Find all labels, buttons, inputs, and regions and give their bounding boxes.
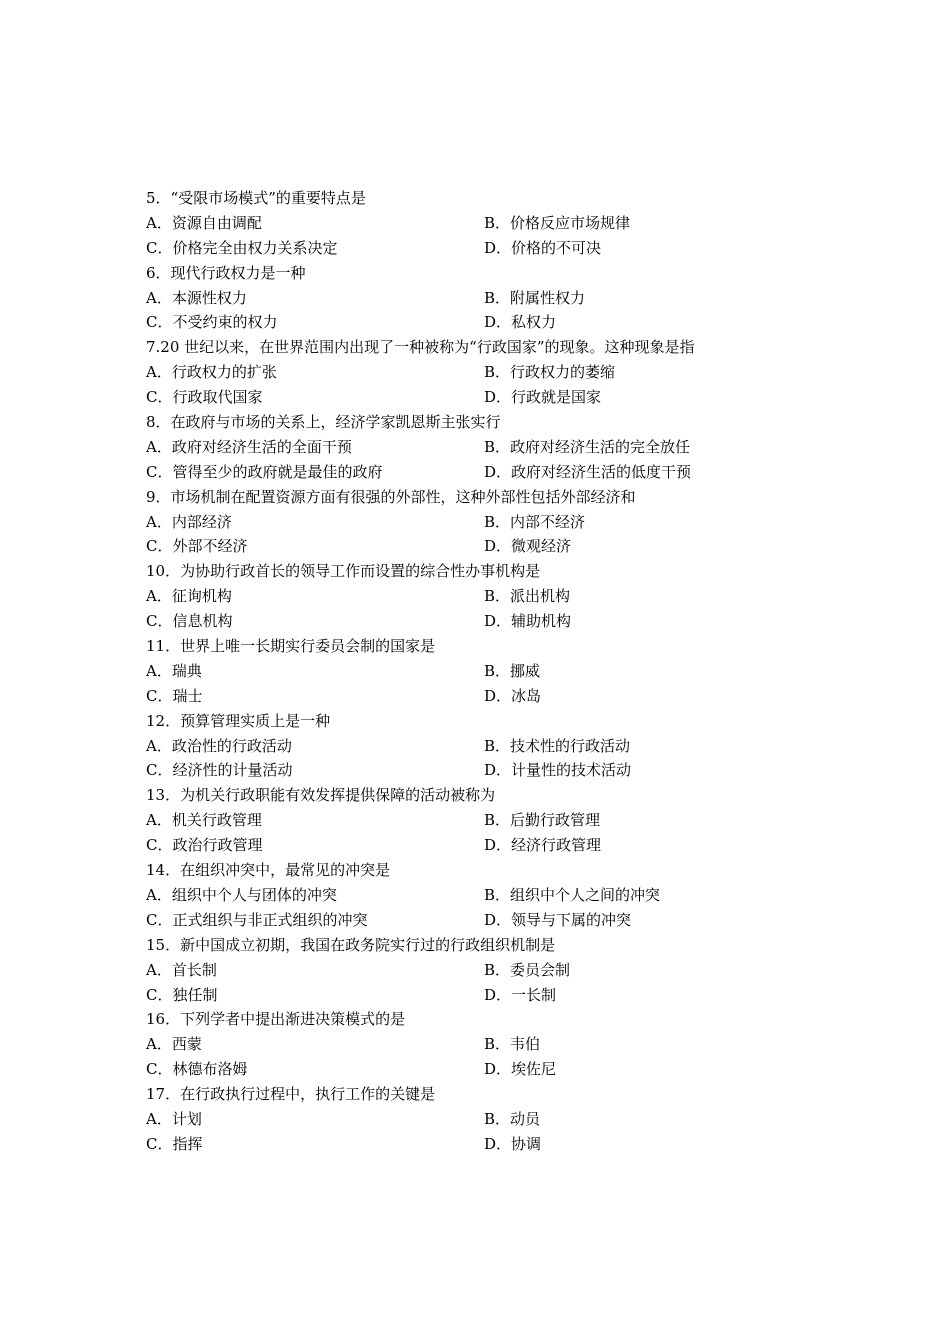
question-stem: 14．在组织冲突中，最常见的冲突是 (146, 861, 391, 880)
option-a: A．组织中个人与团体的冲突 (146, 885, 337, 904)
option-row (146, 1132, 786, 1157)
option-d: D．政府对经济生活的低度干预 (484, 462, 692, 481)
option-d: D．一长制 (484, 985, 557, 1004)
option-row (146, 958, 786, 983)
option-c: C．林德布洛姆 (146, 1060, 248, 1079)
option-a: A．行政权力的扩张 (146, 363, 277, 382)
option-row (146, 435, 786, 460)
option-d: D．微观经济 (484, 537, 572, 556)
option-b: B．派出机构 (484, 587, 571, 606)
option-a: A．资源自由调配 (146, 213, 262, 232)
option-a: A．政治性的行政活动 (146, 736, 292, 755)
option-c: C．外部不经济 (146, 537, 248, 556)
question-stem: 13．为机关行政职能有效发挥提供保障的活动被称为 (146, 786, 496, 805)
question-stem: 5．“受限市场模式”的重要特点是 (146, 189, 366, 207)
option-row (146, 360, 786, 385)
option-row (146, 983, 786, 1008)
option-row (146, 310, 786, 335)
option-a: A．征询机构 (146, 587, 232, 606)
option-row (146, 758, 786, 783)
option-c: C．瑞士 (146, 686, 203, 705)
option-b: B．价格反应市场规律 (484, 213, 631, 232)
option-row (146, 659, 786, 684)
option-c: C．不受约束的权力 (146, 313, 278, 332)
question-stem: 6．现代行政权力是一种 (146, 263, 306, 282)
option-d: D．协调 (484, 1134, 542, 1153)
question-stem: 16．下列学者中提出渐进决策模式的是 (146, 1010, 406, 1029)
option-row (146, 684, 786, 709)
option-c: C．经济性的计量活动 (146, 761, 293, 780)
option-b: B．动员 (484, 1109, 541, 1128)
option-row (146, 833, 786, 858)
option-a: A．首长制 (146, 960, 217, 979)
exam-page (146, 186, 786, 1157)
option-d: D．埃佐尼 (484, 1060, 557, 1079)
option-row (146, 385, 786, 410)
option-row (146, 883, 786, 908)
option-row (146, 908, 786, 933)
option-d: D．私权力 (484, 313, 557, 332)
option-a: A．机关行政管理 (146, 811, 262, 830)
option-d: D．经济行政管理 (484, 836, 602, 855)
option-d: D．计量性的技术活动 (484, 761, 632, 780)
option-row (146, 734, 786, 759)
option-row (146, 808, 786, 833)
option-c: C．信息机构 (146, 612, 233, 631)
option-row (146, 1057, 786, 1082)
option-c: C．管得至少的政府就是最佳的政府 (146, 462, 383, 481)
option-row (146, 510, 786, 535)
option-d: D．行政就是国家 (484, 388, 602, 407)
option-b: B．内部不经济 (484, 512, 586, 531)
option-a: A．计划 (146, 1109, 202, 1128)
option-row (146, 286, 786, 311)
option-b: B．后勤行政管理 (484, 811, 601, 830)
option-b: B．组织中个人之间的冲突 (484, 885, 661, 904)
option-a: A．西蒙 (146, 1035, 202, 1054)
option-row (146, 211, 786, 236)
option-b: B．技术性的行政活动 (484, 736, 631, 755)
option-b: B．行政权力的萎缩 (484, 363, 616, 382)
option-d: D．领导与下属的冲突 (484, 910, 632, 929)
option-b: B．韦伯 (484, 1035, 541, 1054)
option-b: B．挪威 (484, 661, 541, 680)
option-d: D．价格的不可决 (484, 238, 602, 257)
question-stem: 9．市场机制在配置资源方面有很强的外部性，这种外部性包括外部经济和 (146, 487, 636, 506)
option-row (146, 584, 786, 609)
option-a: A．内部经济 (146, 512, 232, 531)
option-row (146, 609, 786, 634)
option-b: B．政府对经济生活的完全放任 (484, 437, 691, 456)
option-a: A．瑞典 (146, 661, 202, 680)
option-c: C．价格完全由权力关系决定 (146, 238, 338, 257)
option-row (146, 460, 786, 485)
question-stem: 11．世界上唯一长期实行委员会制的国家是 (146, 637, 436, 656)
option-d: D．冰岛 (484, 686, 542, 705)
option-row (146, 236, 786, 261)
option-row (146, 1032, 786, 1057)
question-stem: 17．在行政执行过程中，执行工作的关键是 (146, 1085, 436, 1104)
question-stem: 12．预算管理实质上是一种 (146, 711, 331, 730)
option-d: D．辅助机构 (484, 612, 572, 631)
option-b: B．附属性权力 (484, 288, 586, 307)
option-c: C．正式组织与非正式组织的冲突 (146, 910, 368, 929)
option-c: C．独任制 (146, 985, 218, 1004)
question-stem: 10．为协助行政首长的领导工作而设置的综合性办事机构是 (146, 562, 541, 581)
option-c: C．政治行政管理 (146, 836, 263, 855)
option-row (146, 1107, 786, 1132)
option-a: A．政府对经济生活的全面干预 (146, 437, 352, 456)
question-stem: 7.20 世纪以来，在世界范围内出现了一种被称为“行政国家”的现象。这种现象是指 (146, 338, 695, 357)
option-a: A．本源性权力 (146, 288, 247, 307)
option-b: B．委员会制 (484, 960, 571, 979)
option-c: C．指挥 (146, 1134, 203, 1153)
option-row (146, 534, 786, 559)
question-stem: 15．新中国成立初期，我国在政务院实行过的行政组织机制是 (146, 935, 556, 954)
question-stem: 8．在政府与市场的关系上，经济学家凯恩斯主张实行 (146, 413, 501, 432)
option-c: C．行政取代国家 (146, 388, 263, 407)
